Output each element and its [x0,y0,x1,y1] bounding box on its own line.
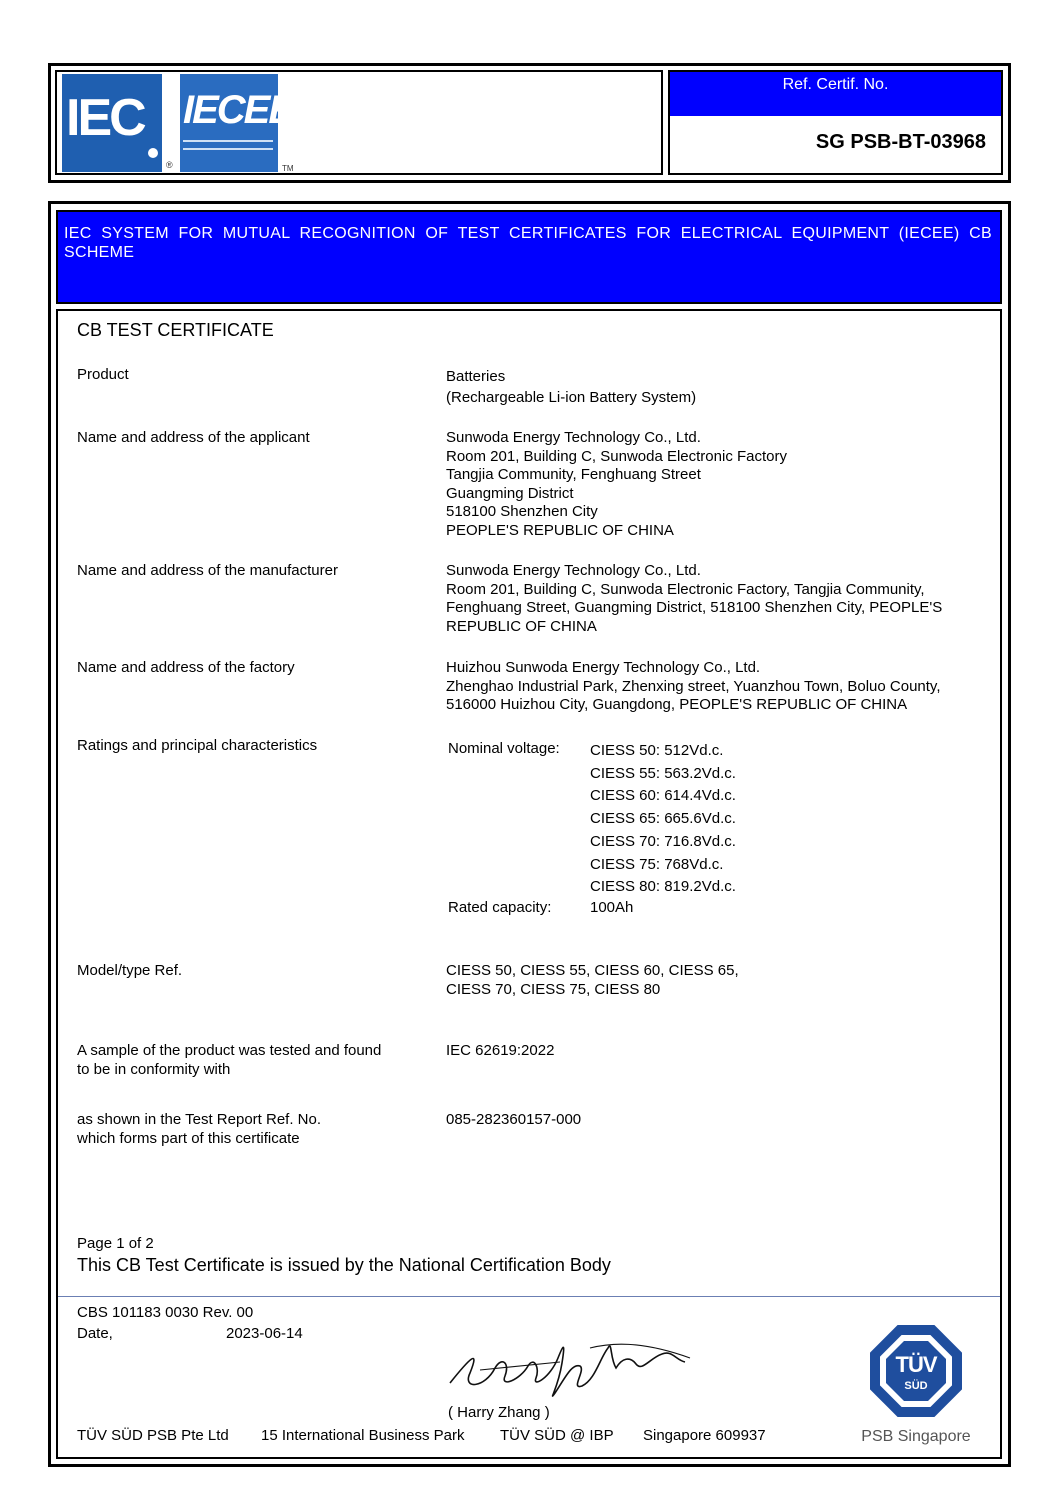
address-postcode: Singapore 609937 [643,1427,766,1444]
model-line: CIESS 70, CIESS 75, CIESS 80 [446,980,661,998]
address-line: 518100 Shenzhen City [446,503,598,520]
address-park: 15 International Business Park [261,1427,465,1444]
psb-singapore-label: PSB Singapore [861,1428,971,1445]
address-line: Tangjia Community, Fenghuang Street [446,466,701,483]
product-value [446,366,696,408]
address-line: PEOPLE'S REPUBLIC OF CHINA [446,521,674,539]
model-value [446,962,739,999]
address-line: REPUBLIC OF CHINA [446,617,597,635]
issued-statement: This CB Test Certificate is issued by the National Certification Body [77,1255,611,1275]
product-label: Product [77,366,129,383]
product-line: Batteries [446,368,506,385]
nominal-voltage-label: Nominal voltage: [448,740,560,757]
report-label-line: as shown in the Test Report Ref. No. [77,1111,322,1128]
voltage-value: CIESS 65: 665.6Vd.c. [590,810,736,828]
tuv-logo-subtext: SÜD [904,1380,928,1392]
address-building: TÜV SÜD @ IBP [500,1427,614,1444]
conformity-label [77,1042,381,1079]
voltage-value: CIESS 75: 768Vd.c. [590,855,724,873]
ref-certificate-number: SG PSB-BT-03968 [815,131,986,153]
date-value: 2023-06-14 [226,1325,303,1342]
conformity-label-line: to be in conformity with [77,1060,231,1078]
voltage-value: CIESS 60: 614.4Vd.c. [590,787,736,805]
applicant-label: Name and address of the applicant [77,429,310,446]
conformity-label-line: A sample of the product was tested and found [77,1042,382,1059]
address-line: Zhenghao Industrial Park, Zhenxing street, Yuanzhou Town, Boluo County, [446,677,941,695]
model-line: CIESS 50, CIESS 55, CIESS 60, CIESS 65, [446,962,739,979]
company-name: TÜV SÜD PSB Pte Ltd [77,1427,229,1444]
address-line: 516000 Huizhou City, Guangdong, PEOPLE'S REPUBLIC OF CHINA [446,696,908,713]
address-line: Room 201, Building C, Sunwoda Electronic Factory, Tangjia Community, [446,580,925,598]
address-line: Sunwoda Energy Technology Co., Ltd. [446,562,701,579]
factory-address [446,659,940,715]
footer-divider [58,1296,1000,1297]
report-label [77,1111,321,1148]
model-label: Model/type Ref. [77,962,183,979]
tuv-logo-text: TÜV [895,1352,937,1377]
cbs-reference: CBS 101183 0030 Rev. 00 [77,1304,254,1321]
iecee-logo-stripe [183,140,273,142]
registered-mark: ® [166,160,173,170]
address-line: Huizhou Sunwoda Energy Technology Co., Ltd. [446,659,761,676]
voltage-value: CIESS 55: 563.2Vd.c. [590,764,736,782]
standard-value: IEC 62619:2022 [446,1042,555,1059]
rated-capacity-label: Rated capacity: [448,899,552,916]
trademark-mark: TM [282,164,294,173]
scheme-banner-text: IEC SYSTEM FOR MUTUAL RECOGNITION OF TEST CERTIFICATES FOR ELECTRICAL EQUIPMENT (IECEE) CB SCHEME [64,225,992,261]
ratings-label: Ratings and principal characteristics [77,737,318,754]
voltage-value: CIESS 80: 819.2Vd.c. [590,878,736,896]
signatory-name: ( Harry Zhang ) [448,1404,550,1421]
address-line: Fenghuang Street, Guangming District, 518100 Shenzhen City, PEOPLE'S [446,599,943,616]
manufacturer-label: Name and address of the manufacturer [77,562,338,579]
certificate-title: CB TEST CERTIFICATE [77,320,274,340]
voltage-value: CIESS 50: 512Vd.c. [590,742,724,759]
manufacturer-address [446,562,942,636]
page-number: Page 1 of 2 [77,1235,154,1252]
address-line: Room 201, Building C, Sunwoda Electronic Factory [446,447,788,465]
address-line: Sunwoda Energy Technology Co., Ltd. [446,429,701,446]
iecee-logo-stripe [183,148,273,150]
applicant-address [446,429,787,540]
voltage-value: CIESS 70: 716.8Vd.c. [590,832,736,850]
ref-certificate-label: Ref. Certif. No. [782,76,889,93]
report-number: 085-282360157-000 [446,1111,582,1128]
iec-logo-text: IEC [66,89,144,147]
rated-capacity-value: 100Ah [590,899,634,916]
report-label-line: which forms part of this certificate [77,1129,300,1147]
factory-label: Name and address of the factory [77,659,295,676]
address-line: Guangming District [446,484,574,502]
iecee-logo-text: IECEE [183,88,294,132]
signature [440,1318,710,1408]
date-label: Date, [77,1325,113,1342]
iec-logo-dot [148,148,158,158]
nominal-voltage-list [590,740,736,899]
product-line: (Rechargeable Li-ion Battery System) [446,389,697,406]
